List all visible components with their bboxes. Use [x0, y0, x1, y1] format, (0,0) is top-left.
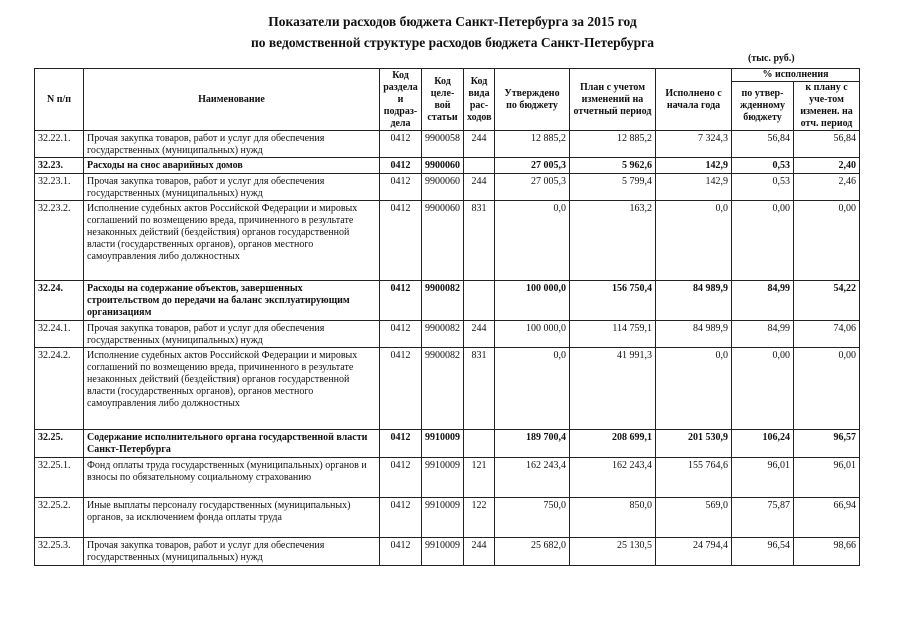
cell-razdel: 0412 [380, 281, 422, 321]
cell-executed: 84 989,9 [656, 281, 732, 321]
table-body [35, 131, 860, 566]
cell-executed: 142,9 [656, 174, 732, 201]
header-num: N п/п [35, 69, 84, 131]
cell-num: 32.23. [35, 158, 84, 174]
cell-csr: 9910009 [422, 538, 464, 566]
cell-plan: 114 759,1 [570, 321, 656, 348]
cell-pct-plan: 96,01 [794, 458, 860, 498]
table-row [35, 498, 860, 538]
cell-approved: 100 000,0 [495, 321, 570, 348]
table-row [35, 458, 860, 498]
cell-name: Прочая закупка товаров, работ и услуг для обеспечения государственных (муниципальных) нужд [84, 538, 380, 566]
table-row [35, 430, 860, 458]
budget-table [34, 68, 860, 566]
table-row [35, 131, 860, 158]
cell-pct-approved: 0,53 [732, 174, 794, 201]
cell-vid: 244 [464, 538, 495, 566]
cell-plan: 850,0 [570, 498, 656, 538]
header-plan: План с учетом изменений на отчетный период [570, 69, 656, 131]
header-executed: Исполнено с начала года [656, 69, 732, 131]
cell-approved: 162 243,4 [495, 458, 570, 498]
cell-num: 32.25.2. [35, 498, 84, 538]
cell-csr: 9900082 [422, 321, 464, 348]
cell-pct-plan: 66,94 [794, 498, 860, 538]
cell-pct-approved: 84,99 [732, 281, 794, 321]
cell-executed: 7 324,3 [656, 131, 732, 158]
cell-num: 32.23.2. [35, 201, 84, 281]
cell-razdel: 0412 [380, 348, 422, 430]
header-pct-approved: по утвер-жденному бюджету [732, 82, 794, 131]
cell-num: 32.23.1. [35, 174, 84, 201]
table-row [35, 281, 860, 321]
cell-csr: 9900082 [422, 281, 464, 321]
cell-csr: 9900058 [422, 131, 464, 158]
cell-name: Расходы на снос аварийных домов [84, 158, 380, 174]
cell-razdel: 0412 [380, 498, 422, 538]
cell-razdel: 0412 [380, 158, 422, 174]
cell-name: Расходы на содержание объектов, завершенных строительством до передачи на баланс эксплуатирующим организациям [84, 281, 380, 321]
cell-pct-approved: 84,99 [732, 321, 794, 348]
cell-pct-approved: 56,84 [732, 131, 794, 158]
table-row [35, 321, 860, 348]
cell-vid: 831 [464, 201, 495, 281]
cell-executed: 0,0 [656, 201, 732, 281]
cell-name: Фонд оплаты труда государственных (муниципальных) органов и взносы по обязательному социальному страхованию [84, 458, 380, 498]
cell-plan: 5 799,4 [570, 174, 656, 201]
table-row [35, 538, 860, 566]
cell-approved: 12 885,2 [495, 131, 570, 158]
cell-pct-plan: 0,00 [794, 348, 860, 430]
cell-plan: 162 243,4 [570, 458, 656, 498]
document-title: Показатели расходов бюджета Санкт-Петербурга за 2015 год [268, 14, 637, 29]
cell-name: Иные выплаты персоналу государственных (муниципальных) органов, за исключением фонда оплаты труда [84, 498, 380, 538]
cell-num: 32.25. [35, 430, 84, 458]
cell-approved: 100 000,0 [495, 281, 570, 321]
cell-vid [464, 281, 495, 321]
cell-pct-approved: 0,00 [732, 201, 794, 281]
cell-name: Исполнение судебных актов Российской Федерации и мировых соглашений по возмещению вреда, причиненного в результате незаконных действий (бездействия) органов государственной власти (государственных органов), органов местного самоуправления либо должностных [84, 348, 380, 430]
cell-executed: 155 764,6 [656, 458, 732, 498]
cell-razdel: 0412 [380, 430, 422, 458]
cell-name: Прочая закупка товаров, работ и услуг для обеспечения государственных (муниципальных) нужд [84, 131, 380, 158]
cell-num: 32.24. [35, 281, 84, 321]
cell-plan: 163,2 [570, 201, 656, 281]
cell-vid [464, 430, 495, 458]
cell-vid: 244 [464, 174, 495, 201]
cell-approved: 27 005,3 [495, 174, 570, 201]
cell-razdel: 0412 [380, 174, 422, 201]
cell-approved: 0,0 [495, 201, 570, 281]
cell-csr: 9910009 [422, 458, 464, 498]
cell-plan: 156 750,4 [570, 281, 656, 321]
cell-executed: 0,0 [656, 348, 732, 430]
cell-razdel: 0412 [380, 131, 422, 158]
cell-pct-plan: 0,00 [794, 201, 860, 281]
cell-vid [464, 158, 495, 174]
cell-executed: 201 530,9 [656, 430, 732, 458]
header-razdel: Код раздела и подраз-дела [380, 69, 422, 131]
cell-plan: 25 130,5 [570, 538, 656, 566]
cell-approved: 25 682,0 [495, 538, 570, 566]
cell-csr: 9900060 [422, 201, 464, 281]
cell-pct-approved: 106,24 [732, 430, 794, 458]
cell-vid: 244 [464, 131, 495, 158]
table-row [35, 174, 860, 201]
header-approved: Утверждено по бюджету [495, 69, 570, 131]
table-row [35, 348, 860, 430]
cell-pct-plan: 2,40 [794, 158, 860, 174]
cell-name: Содержание исполнительного органа государственной власти Санкт-Петербурга [84, 430, 380, 458]
cell-num: 32.24.2. [35, 348, 84, 430]
cell-pct-approved: 96,54 [732, 538, 794, 566]
cell-num: 32.24.1. [35, 321, 84, 348]
cell-name: Прочая закупка товаров, работ и услуг для обеспечения государственных (муниципальных) нужд [84, 321, 380, 348]
cell-csr: 9910009 [422, 430, 464, 458]
cell-razdel: 0412 [380, 458, 422, 498]
cell-approved: 0,0 [495, 348, 570, 430]
cell-pct-plan: 74,06 [794, 321, 860, 348]
header-percent: % исполнения [732, 69, 860, 82]
cell-pct-plan: 56,84 [794, 131, 860, 158]
cell-pct-approved: 0,53 [732, 158, 794, 174]
document-subtitle: по ведомственной структуре расходов бюджета Санкт-Петербурга [250, 35, 655, 50]
cell-vid: 121 [464, 458, 495, 498]
cell-pct-plan: 96,57 [794, 430, 860, 458]
cell-num: 32.22.1. [35, 131, 84, 158]
cell-pct-plan: 2,46 [794, 174, 860, 201]
cell-pct-approved: 0,00 [732, 348, 794, 430]
cell-approved: 750,0 [495, 498, 570, 538]
cell-executed: 142,9 [656, 158, 732, 174]
cell-vid: 244 [464, 321, 495, 348]
cell-executed: 24 794,4 [656, 538, 732, 566]
cell-pct-approved: 75,87 [732, 498, 794, 538]
cell-vid: 122 [464, 498, 495, 538]
cell-pct-plan: 98,66 [794, 538, 860, 566]
cell-approved: 189 700,4 [495, 430, 570, 458]
cell-csr: 9900060 [422, 158, 464, 174]
cell-executed: 569,0 [656, 498, 732, 538]
cell-plan: 208 699,1 [570, 430, 656, 458]
cell-num: 32.25.3. [35, 538, 84, 566]
cell-name: Исполнение судебных актов Российской Федерации и мировых соглашений по возмещению вреда, причиненного в результате незаконных действий (бездействия) органов государственной власти (государственных органов), органов местного самоуправления либо должностных [84, 201, 380, 281]
cell-razdel: 0412 [380, 538, 422, 566]
cell-plan: 12 885,2 [570, 131, 656, 158]
header-name: Наименование [84, 69, 380, 131]
cell-razdel: 0412 [380, 201, 422, 281]
cell-name: Прочая закупка товаров, работ и услуг для обеспечения государственных (муниципальных) нужд [84, 174, 380, 201]
header-pct-plan: к плану с уче-том изменен. на отч. период [794, 82, 860, 131]
cell-executed: 84 989,9 [656, 321, 732, 348]
cell-approved: 27 005,3 [495, 158, 570, 174]
cell-csr: 9910009 [422, 498, 464, 538]
cell-razdel: 0412 [380, 321, 422, 348]
cell-pct-approved: 96,01 [732, 458, 794, 498]
cell-csr: 9900082 [422, 348, 464, 430]
cell-pct-plan: 54,22 [794, 281, 860, 321]
cell-plan: 41 991,3 [570, 348, 656, 430]
cell-num: 32.25.1. [35, 458, 84, 498]
table-row [35, 201, 860, 281]
cell-plan: 5 962,6 [570, 158, 656, 174]
table-row [35, 158, 860, 174]
cell-csr: 9900060 [422, 174, 464, 201]
header-vid: Код вида рас-ходов [464, 69, 495, 131]
cell-vid: 831 [464, 348, 495, 430]
units-label: (тыс. руб.) [748, 53, 795, 64]
header-csr: Код целе-вой статьи [422, 69, 464, 131]
